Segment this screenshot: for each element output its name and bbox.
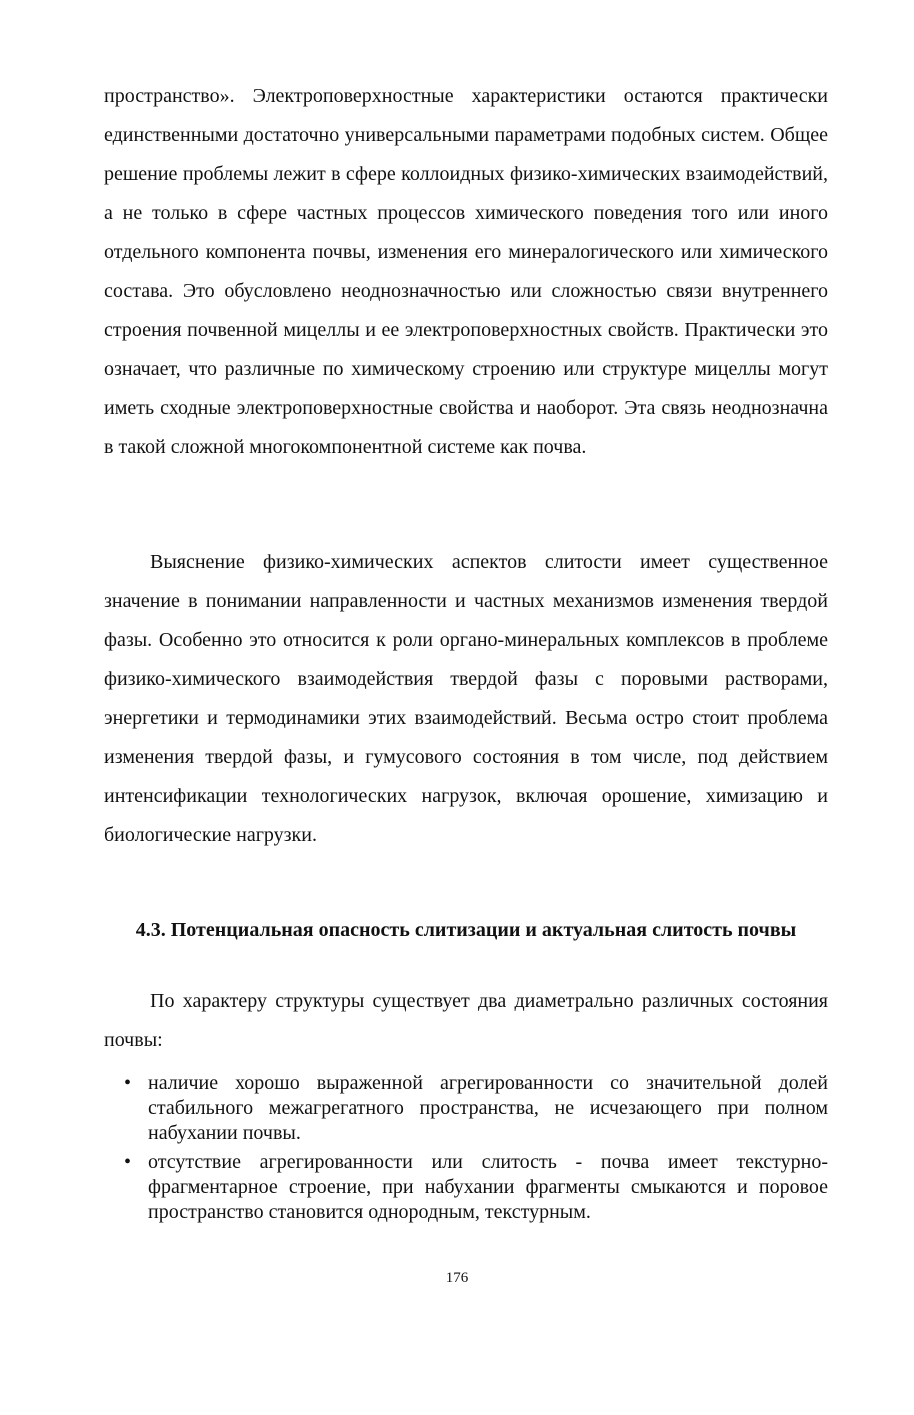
bullet-list [104, 1071, 828, 1229]
bullet-icon: • [124, 1151, 132, 1173]
list-item-text: наличие хорошо выраженной агрегированности со значительной долей стабильного межагрегатного пространства, не исчезающего при полном набухании почвы. [148, 1072, 828, 1144]
paragraph-2: Выяснение физико-химических аспектов слитости имеет существенное значение в понимании направленности и частных механизмов изменения твердой фазы. Особенно это относится к роли органо-минеральных комплексов в проблеме физико-химического взаимодействия твердой фазы с поровыми растворами, энергетики и термодинамики этих взаимодействий. Весьма остро стоит проблема изменения твердой фазы, и гумусового состояния в том числе, под действием интенсификации технологических нагрузок, включая орошение, химизацию и биологические нагрузки. [104, 551, 828, 846]
paragraph-1: пространство». Электроповерхностные характеристики остаются практически единственными достаточно универсальными параметрами подобных систем. Общее решение проблемы лежит в сфере коллоидных физико-химических взаимодействий, а не только в сфере частных процессов химического поведения того или иного отдельного компонента почвы, изменения его минералогического или химического состава. Это обусловлено неоднозначностью или сложностью связи внутреннего строения почвенной мицеллы и ее электроповерхностных свойств. Практически это означает, что различные по химическому строению или структуре мицеллы могут иметь сходные электроповерхностные свойства и наоборот. Эта связь неоднозначна в такой сложной многокомпонентной системе как почва. [104, 85, 828, 458]
section-heading: 4.3. Потенциальная опасность слитизации и актуальная слитость почвы [135, 919, 797, 941]
list-item [104, 1071, 828, 1146]
paragraph-intro: По характеру структуры существует два диаметрально различных состояния почвы: [104, 990, 828, 1051]
list-item [104, 1150, 828, 1225]
bullet-icon: • [124, 1072, 132, 1094]
list-item-text: отсутствие агрегированности или слитость - почва имеет текстурно-фрагментарное строение, при набухании фрагменты смыкаются и поровое пространство становится однородным, текстурным. [148, 1151, 828, 1223]
page-number: 176 [445, 1270, 469, 1286]
